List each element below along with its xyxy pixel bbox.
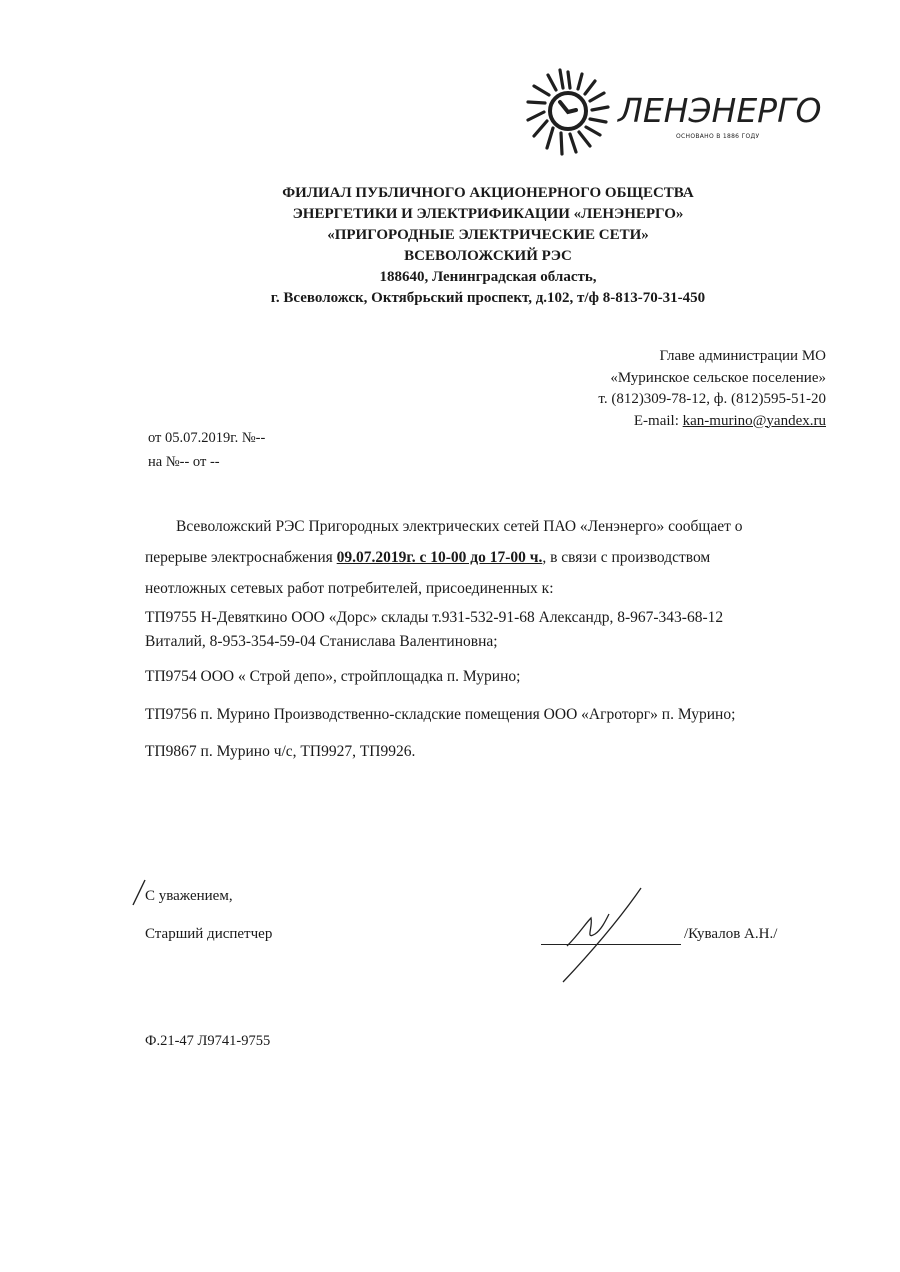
intro-text-post: , в связи с производством bbox=[542, 549, 711, 566]
paragraph-intro-line3: неотложных сетевых работ потребителей, присоединенных к: bbox=[145, 580, 554, 597]
signer-name: /Кувалов А.Н./ bbox=[684, 926, 778, 942]
substation-item-continued: Виталий, 8-953-354-59-04 Станислава Валентиновна; bbox=[145, 633, 498, 650]
handwritten-signature bbox=[545, 884, 655, 984]
company-logo bbox=[520, 66, 822, 162]
addressee-title: Главе администрации МО bbox=[659, 348, 826, 364]
letterhead bbox=[190, 183, 786, 309]
addressee-block bbox=[598, 346, 826, 432]
letterhead-line: 188640, Ленинградская область, bbox=[379, 269, 597, 285]
logo-wordmark: ЛЕНЭНЕРГО bbox=[618, 91, 822, 130]
letterhead-line: ФИЛИАЛ ПУБЛИЧНОГО АКЦИОНЕРНОГО ОБЩЕСТВА bbox=[282, 185, 694, 201]
signer-role: Старший диспетчер bbox=[145, 926, 273, 942]
addressee-organization: «Муринское сельское поселение» bbox=[610, 369, 826, 386]
substation-item: ТП9754 ООО « Строй депо», стройплощадка п. Мурино; bbox=[145, 668, 521, 685]
substation-item: ТП9755 Н-Девяткино ООО «Дорс» склады т.931-532-91-68 Александр, 8-967-343-68-12 bbox=[145, 609, 724, 626]
incoming-reference: на №-- от -- bbox=[148, 454, 220, 470]
paragraph-intro-line1: Всеволожский РЭС Пригородных электрических сетей ПАО «Ленэнерго» сообщает о bbox=[176, 518, 743, 535]
lenenergo-emblem-icon bbox=[520, 66, 620, 162]
addressee-email-row bbox=[598, 411, 826, 433]
letterhead-line: «ПРИГОРОДНЫЕ ЭЛЕКТРИЧЕСКИЕ СЕТИ» bbox=[327, 227, 649, 243]
email-label: E-mail: bbox=[633, 412, 679, 429]
substation-item: ТП9867 п. Мурино ч/с, ТП9927, ТП9926. bbox=[145, 743, 416, 760]
outgoing-reference: от 05.07.2019г. №-- bbox=[148, 430, 266, 446]
substation-item: ТП9756 п. Мурино Производственно-складские помещения ООО «Агроторг» п. Мурино; bbox=[145, 706, 736, 723]
addressee-phones: т. (812)309-78-12, ф. (812)595-51-20 bbox=[598, 391, 826, 407]
intro-text-pre: перерыве электроснабжения bbox=[145, 549, 337, 566]
logo-slogan: ОСНОВАНО В 1886 ГОДУ bbox=[676, 133, 760, 140]
closing-greeting: С уважением, bbox=[145, 888, 233, 904]
email-link[interactable]: kan-murino@yandex.ru bbox=[682, 412, 826, 429]
outage-datetime: 09.07.2019г. с 10-00 до 17-00 ч. bbox=[336, 549, 543, 566]
paragraph-intro-line2 bbox=[145, 543, 825, 573]
document-code: Ф.21-47 Л9741-9755 bbox=[145, 1033, 271, 1049]
letterhead-line: ВСЕВОЛОЖСКИЙ РЭС bbox=[404, 248, 572, 264]
letterhead-line: ЭНЕРГЕТИКИ И ЭЛЕКТРИФИКАЦИИ «ЛЕНЭНЕРГО» bbox=[292, 206, 684, 222]
letterhead-line: г. Всеволожск, Октябрьский проспект, д.102, т/ф 8-813-70-31-450 bbox=[270, 290, 706, 306]
